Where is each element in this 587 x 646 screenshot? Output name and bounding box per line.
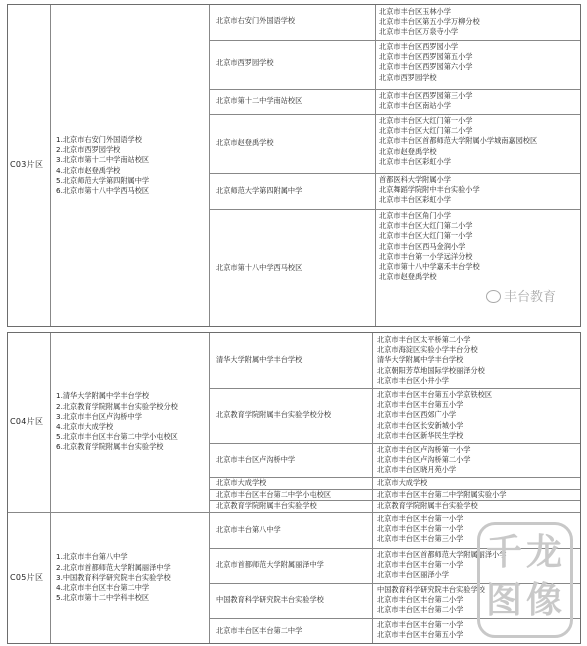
- watermark-char: 龙: [526, 532, 563, 573]
- middle-school-name: 北京市赵登禹学校: [216, 137, 274, 147]
- column-divider: [372, 333, 373, 643]
- primary-school-list: 北京市丰台区丰台第一小学 北京市丰台区丰台第一小学 北京市丰台区丰台第三小学: [377, 514, 464, 544]
- primary-school-list: 北京市大成学校: [377, 478, 428, 488]
- primary-school-list: 北京市丰台区角门小学 北京市丰台区大红门第二小学 北京市丰台区大红门第一小学 北京市丰台区西马金润小学 北京市丰台第一小学远洋分校 北京市第十八中学嘉禾丰台学校 北京市赵登禹学校: [379, 211, 480, 282]
- wechat-watermark: 丰台教育: [486, 290, 556, 306]
- column-divider: [375, 5, 376, 326]
- middle-school-name: 北京市右安门外国语学校: [216, 16, 296, 26]
- watermark-char: 千: [486, 532, 523, 573]
- wechat-icon: [486, 290, 501, 303]
- district-label: C05片区: [10, 572, 44, 582]
- watermark-char: 像: [526, 580, 563, 621]
- watermark-logo: [477, 522, 573, 638]
- middle-school-list: [56, 333, 208, 511]
- middle-school-name: 北京市第十八中学西马校区: [216, 262, 303, 272]
- column-divider: [50, 333, 51, 643]
- middle-school-name: 北京市首都师范大学附属丽泽中学: [216, 560, 324, 570]
- list-item: 3.北京市第十二中学南站校区: [56, 155, 150, 165]
- middle-school-name: 北京市西罗园学校: [216, 58, 274, 68]
- district-label: C04片区: [10, 416, 44, 426]
- middle-school-name: 北京教育学院附属丰台实验学校: [216, 501, 317, 510]
- list-item: 2.北京教育学院附属丰台实验学校分校: [56, 401, 178, 411]
- district-label: C03片区: [10, 160, 44, 170]
- middle-school-name: 北京教育学院附属丰台实验学校分校: [216, 410, 332, 420]
- list-item: 2.北京市首都师范大学附属丽泽中学: [56, 562, 171, 572]
- list-item: 1.北京市丰台第八中学: [56, 552, 128, 562]
- list-item: 2.北京市西罗园学校: [56, 145, 121, 155]
- column-divider: [209, 5, 210, 326]
- primary-school-list: 中国教育科学研究院丰台实验学校 北京市丰台区丰台第二小学 北京市丰台区丰台第二小学: [377, 585, 485, 615]
- primary-school-list: 北京市丰台区丰台第五小学京铁校区 北京市丰台区丰台第五小学 北京市丰台区西郊广小学 北京市丰台区长安新城小学 北京市丰台区新华民生学校: [377, 390, 493, 440]
- list-item: 5.北京市丰台区丰台第二中学小屯校区: [56, 432, 178, 442]
- list-item: 1.清华大学附属中学丰台学校: [56, 391, 150, 401]
- middle-school-name: 清华大学附属中学丰台学校: [216, 354, 303, 364]
- list-item: 3.中国教育科学研究院丰台实验学校: [56, 572, 171, 582]
- district-table-c03: [7, 4, 581, 327]
- list-item: 4.北京市丰台区丰台第二中学: [56, 583, 150, 593]
- primary-school-list: 北京教育学院附属丰台实验学校: [377, 501, 478, 510]
- list-item: 5.北京市第十二中学科丰校区: [56, 593, 150, 603]
- list-item: 1.北京市右安门外国语学校: [56, 134, 142, 144]
- primary-school-list: 北京市丰台区大红门第一小学 北京市丰台区大红门第二小学 北京市丰台区首都师范大学附属小学城南嘉园校区 北京市赵登禹学校 北京市丰台区彩虹小学: [379, 116, 538, 166]
- primary-school-list: 北京市丰台区太平桥第二小学 北京市海淀区实验小学丰台分校 清华大学附属中学丰台学校 北京朝阳芳草地国际学校丽泽分校 北京市丰台区小井小学: [377, 335, 485, 385]
- list-item: 3.北京市丰台区卢沟桥中学: [56, 411, 142, 421]
- list-item: 4.北京市赵登禹学校: [56, 165, 121, 175]
- middle-school-list: [56, 5, 208, 326]
- middle-school-name: 北京师范大学第四附属中学: [216, 185, 303, 195]
- column-divider: [209, 333, 210, 643]
- list-item: 4.北京市大成学校: [56, 422, 114, 431]
- primary-school-list: 北京市丰台区丰台第二中学附属实验小学: [377, 490, 507, 499]
- primary-school-list: 北京市丰台区卢沟桥第一小学 北京市丰台区卢沟桥第二小学 北京市丰台区晓月苑小学: [377, 445, 471, 475]
- middle-school-name: 中国教育科学研究院丰台实验学校: [216, 595, 324, 605]
- list-item: 5.北京师范大学第四附属中学: [56, 175, 150, 185]
- primary-school-list: 北京市丰台区丰台第一小学 北京市丰台区丰台第五小学: [377, 620, 464, 640]
- primary-school-list: 北京市丰台区西罗园第三小学 北京市丰台区南站小学: [379, 91, 473, 111]
- middle-school-name: 北京市丰台区卢沟桥中学: [216, 454, 296, 464]
- middle-school-name: 北京市丰台区丰台第二中学: [216, 625, 303, 635]
- middle-school-list: [56, 513, 208, 643]
- primary-school-list: 北京市丰台区首都师范大学附属丽泽小学 北京市丰台区丰台第一小学 北京市丰台区丽泽小学: [377, 550, 507, 580]
- primary-school-list: 首都医科大学附属小学 北京舞蹈学院附中丰台实验小学 北京市丰台区彩虹小学: [379, 175, 480, 205]
- watermark-char: 图: [486, 580, 523, 621]
- middle-school-name: 北京市第十二中学南站校区: [216, 96, 303, 106]
- middle-school-name: 北京市丰台第八中学: [216, 524, 281, 534]
- middle-school-name: 北京市大成学校: [216, 478, 267, 488]
- list-item: 6.北京教育学院附属丰台实验学校: [56, 442, 164, 452]
- column-divider: [50, 5, 51, 326]
- primary-school-list: 北京市丰台区西罗园小学 北京市丰台区西罗园第五小学 北京市丰台区西罗园第六小学 北京市西罗园学校: [379, 42, 473, 82]
- middle-school-name: 北京市丰台区丰台第二中学小屯校区: [216, 490, 332, 499]
- primary-school-list: 北京市丰台区玉林小学 北京市丰台区第五小学万柳分校 北京市丰台区万泉寺小学: [379, 7, 480, 37]
- list-item: 6.北京市第十八中学西马校区: [56, 185, 150, 195]
